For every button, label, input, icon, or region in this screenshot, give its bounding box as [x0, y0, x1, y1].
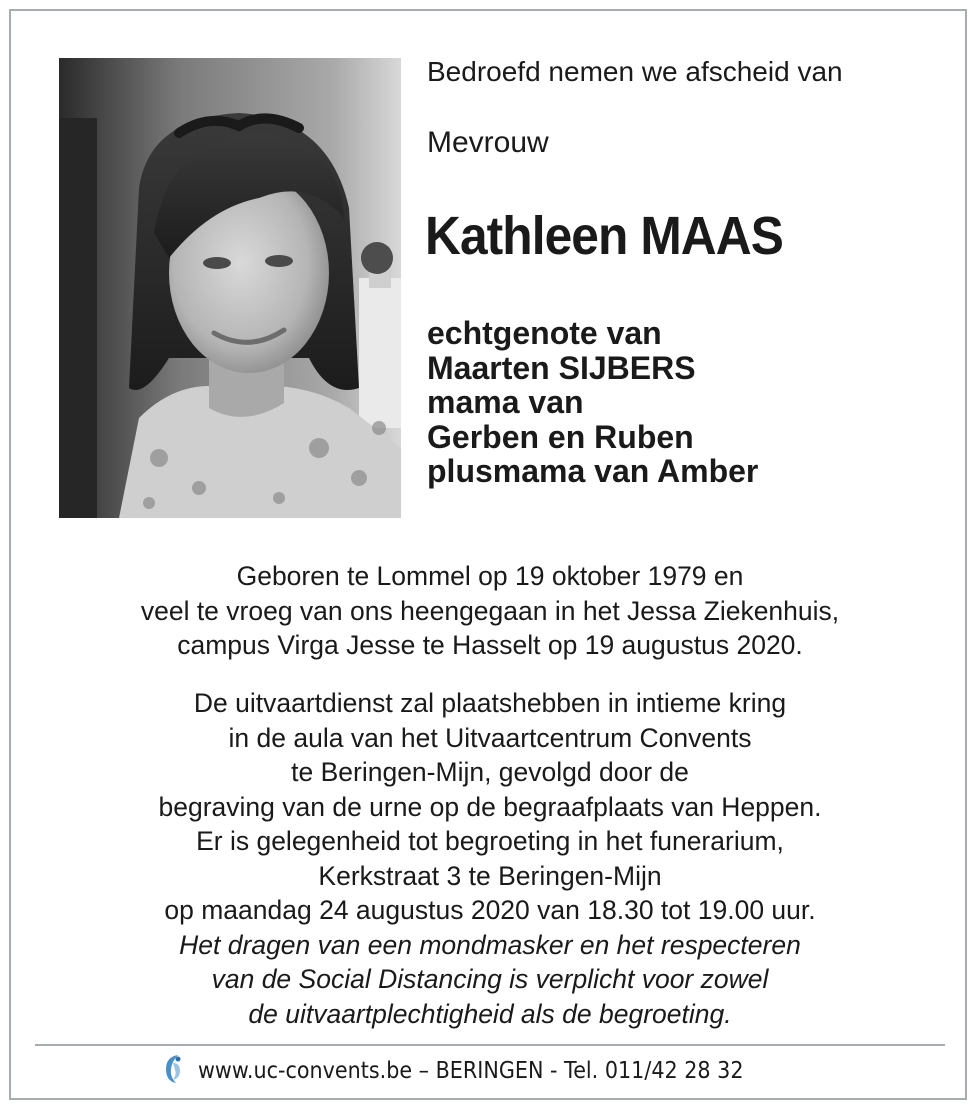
- convents-logo-icon: [160, 1051, 186, 1092]
- relation-line: Maarten SIJBERS: [427, 349, 696, 386]
- notice-line: Het dragen van een mondmasker en het respecteren: [179, 929, 801, 960]
- notice-line: van de Social Distancing is verplicht voor zowel: [211, 964, 769, 994]
- funeral-line: Er is gelegenheid tot begroeting in het funerarium,: [196, 826, 784, 856]
- birth-line: campus Virga Jesse te Hasselt op 19 augustus 2020.: [177, 630, 803, 660]
- footer-divider: [35, 1044, 945, 1046]
- birth-line: veel te vroeg van ons heengegaan in het Jessa Ziekenhuis,: [140, 595, 840, 626]
- funeral-line: De uitvaartdienst zal plaatshebben in intieme kring: [193, 688, 787, 718]
- relations-list: [427, 316, 758, 489]
- funeral-line: te Beringen-Mijn, gevolgd door de: [291, 757, 689, 787]
- footer-contact: www.uc-convents.be – BERINGEN - Tel. 011/42 28 32: [198, 1058, 744, 1084]
- funeral-line: in de aula van het Uitvaartcentrum Convents: [228, 722, 752, 753]
- funeral-line: Kerkstraat 3 te Beringen-Mijn: [318, 860, 662, 891]
- deceased-name: Kathleen MAAS: [425, 206, 783, 266]
- salutation: Mevrouw: [427, 126, 549, 159]
- funeral-line: begraving van de urne op de begraafplaats van Heppen.: [158, 791, 822, 822]
- funeral-line: op maandag 24 augustus 2020 van 18.30 tot 19.00 uur.: [164, 895, 816, 925]
- relation-line: echtgenote van: [427, 315, 662, 351]
- relation-line: plusmama van Amber: [427, 453, 759, 489]
- intro-text: Bedroefd nemen we afscheid van: [427, 56, 843, 87]
- notice-line: de uitvaartplechtigheid als de begroeting.: [248, 998, 732, 1029]
- funeral-paragraph: [30, 686, 950, 1031]
- birth-line: Geboren te Lommel op 19 oktober 1979 en: [236, 561, 744, 591]
- relation-line: Gerben en Ruben: [427, 418, 694, 455]
- portrait-photo: [59, 58, 401, 518]
- relation-line: mama van: [427, 384, 584, 420]
- birth-paragraph: [30, 559, 950, 663]
- footer: [160, 1051, 804, 1091]
